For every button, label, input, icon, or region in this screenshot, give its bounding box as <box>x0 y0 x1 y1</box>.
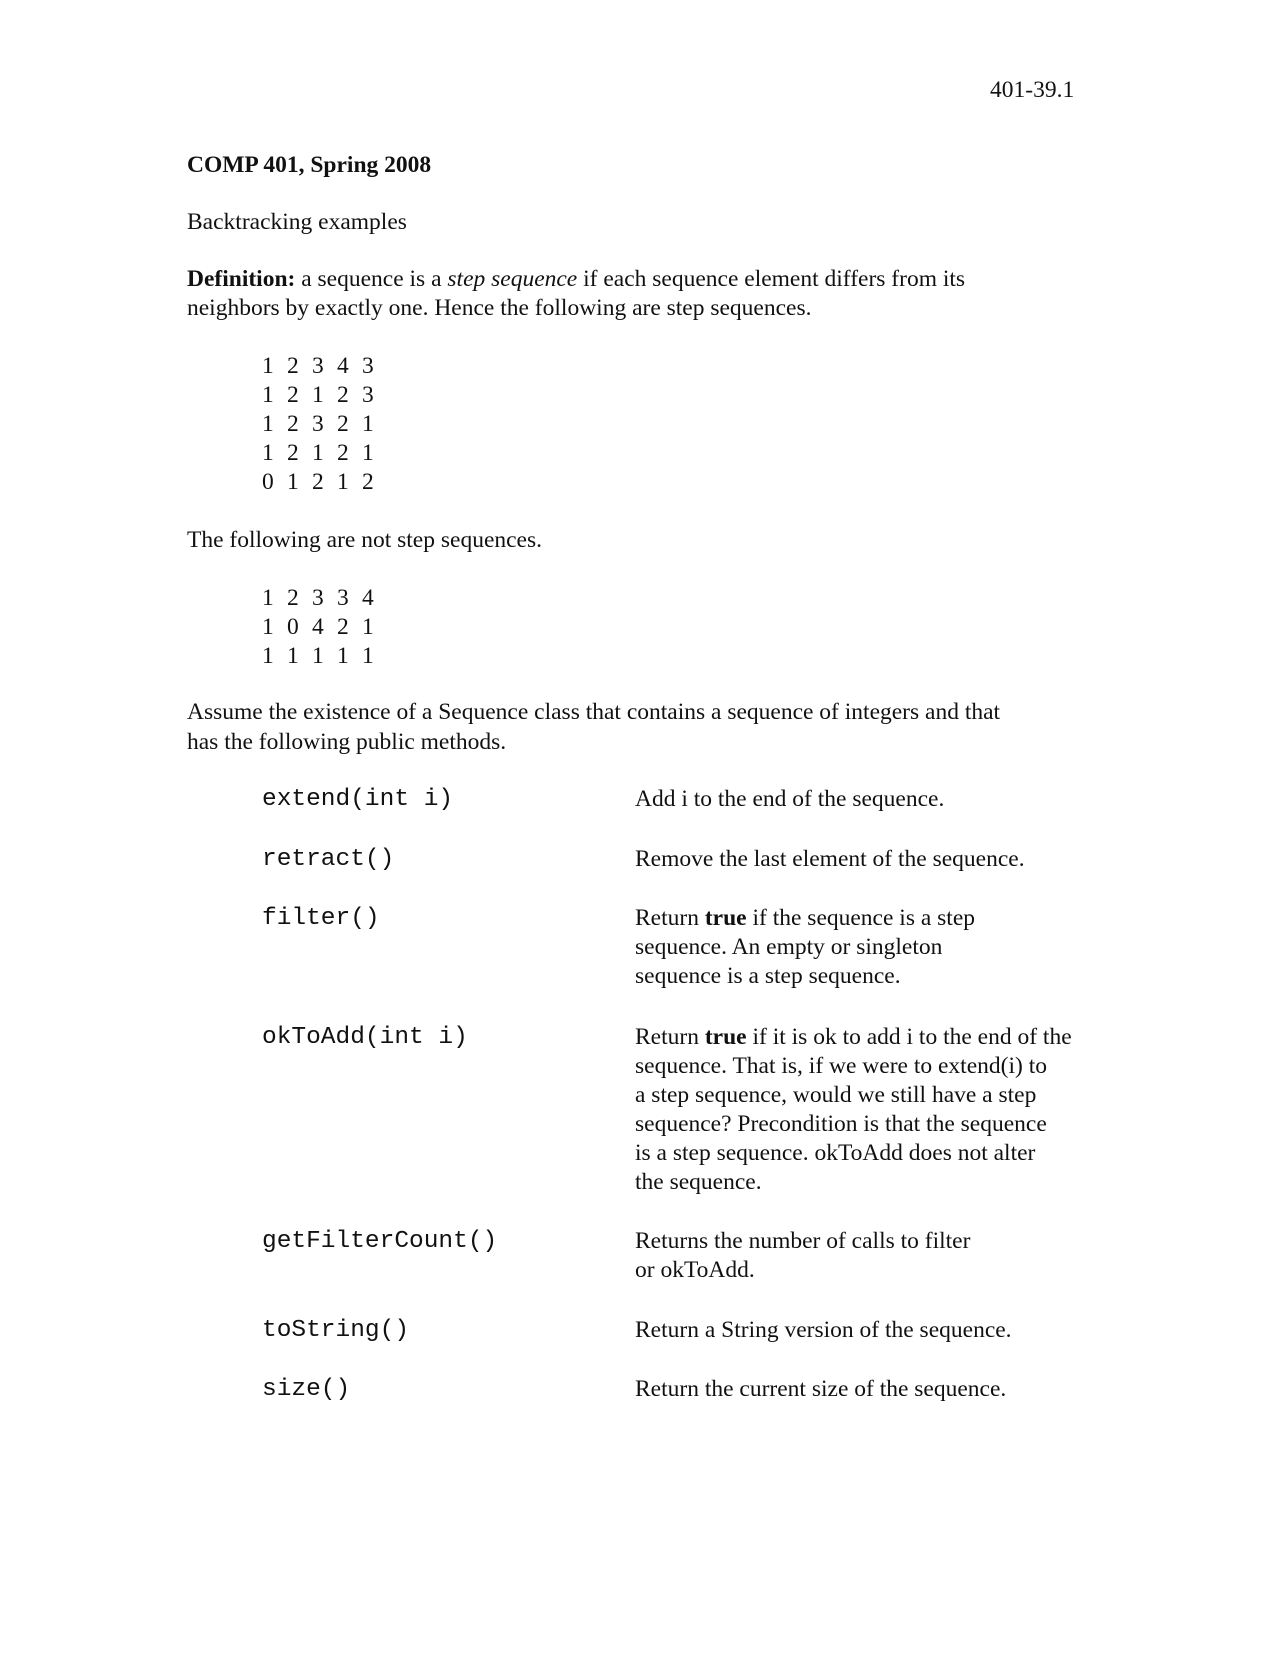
method-signature: filter() <box>262 905 380 932</box>
sequence-value: 1 <box>312 643 324 669</box>
sequence-row <box>262 584 387 613</box>
sequence-value: 1 <box>262 382 274 408</box>
sequence-value: 3 <box>337 585 349 611</box>
method-description-line: Remove the last element of the sequence. <box>635 846 1025 872</box>
sequence-value: 1 <box>262 585 274 611</box>
definition-label: Definition: <box>187 266 296 292</box>
method-description-line: Return a String version of the sequence. <box>635 1317 1012 1343</box>
method-signature: toString() <box>262 1317 410 1344</box>
method-signature: okToAdd(int i) <box>262 1024 468 1051</box>
sequence-value: 1 <box>337 643 349 669</box>
definition-line-2: neighbors by exactly one. Hence the following are step sequences. <box>187 295 812 321</box>
method-description-line: a step sequence, would we still have a step <box>635 1082 1037 1108</box>
definition-term: step sequence <box>447 266 578 292</box>
method-signature: size() <box>262 1376 351 1403</box>
sequence-value: 1 <box>262 411 274 437</box>
method-signature: extend(int i) <box>262 786 454 813</box>
sequence-value: 2 <box>337 614 349 640</box>
sequence-value: 2 <box>337 411 349 437</box>
method-description-line: sequence. That is, if we were to extend(i) to <box>635 1053 1047 1079</box>
sequence-value: 1 <box>362 614 374 640</box>
sequence-row <box>262 381 387 410</box>
method-description-line: is a step sequence. okToAdd does not alter <box>635 1140 1036 1166</box>
not-step-intro: The following are not step sequences. <box>187 527 543 553</box>
sequence-value: 1 <box>262 440 274 466</box>
sequence-row <box>262 352 387 381</box>
sequence-value: 3 <box>362 353 374 379</box>
sequence-row <box>262 642 387 671</box>
sequence-value: 1 <box>262 614 274 640</box>
sequence-value: 1 <box>362 411 374 437</box>
page-number: 401-39.1 <box>990 77 1075 103</box>
sequence-value: 2 <box>337 440 349 466</box>
sequence-row <box>262 468 387 497</box>
sequence-value: 3 <box>312 411 324 437</box>
sequence-row <box>262 410 387 439</box>
subtitle: Backtracking examples <box>187 209 407 235</box>
sequence-value: 2 <box>287 440 299 466</box>
sequence-value: 0 <box>287 614 299 640</box>
definition-text-after: if each sequence element differs from its <box>577 266 966 292</box>
method-description-line: or okToAdd. <box>635 1257 755 1283</box>
definition-text: a sequence is a <box>295 266 448 292</box>
assume-line-1: Assume the existence of a Sequence class that contains a sequence of integers and that <box>187 699 1001 725</box>
sequence-value: 2 <box>337 382 349 408</box>
sequence-value: 1 <box>287 469 299 495</box>
sequence-value: 1 <box>337 469 349 495</box>
sequence-row <box>262 439 387 468</box>
sequence-value: 1 <box>312 382 324 408</box>
sequence-value: 2 <box>287 353 299 379</box>
sequence-value: 1 <box>287 643 299 669</box>
method-description-line: Return true if it is ok to add i to the end of the <box>635 1024 1072 1050</box>
definition-line-1 <box>187 265 965 294</box>
method-description-line: Return the current size of the sequence. <box>635 1376 1007 1402</box>
sequence-value: 0 <box>262 469 274 495</box>
sequence-value: 3 <box>312 353 324 379</box>
page-title: COMP 401, Spring 2008 <box>187 152 432 178</box>
sequence-value: 1 <box>262 353 274 379</box>
sequence-value: 3 <box>362 382 374 408</box>
sequence-value: 4 <box>337 353 349 379</box>
sequence-value: 2 <box>312 469 324 495</box>
sequence-value: 1 <box>262 643 274 669</box>
method-signature: retract() <box>262 846 395 873</box>
method-description-line: the sequence. <box>635 1169 762 1195</box>
sequence-value: 2 <box>287 585 299 611</box>
sequence-value: 4 <box>362 585 374 611</box>
sequence-value: 2 <box>287 411 299 437</box>
method-description-line: sequence. An empty or singleton <box>635 934 943 960</box>
sequence-value: 4 <box>312 614 324 640</box>
method-description-line: sequence? Precondition is that the sequence <box>635 1111 1047 1137</box>
method-description-line: sequence is a step sequence. <box>635 963 901 989</box>
sequence-value: 3 <box>312 585 324 611</box>
sequence-row <box>262 613 387 642</box>
sequence-value: 2 <box>287 382 299 408</box>
method-description-line: Return true if the sequence is a step <box>635 905 975 931</box>
sequence-value: 2 <box>362 469 374 495</box>
method-description-line: Returns the number of calls to filter <box>635 1228 971 1254</box>
method-description-line: Add i to the end of the sequence. <box>635 786 945 812</box>
method-signature: getFilterCount() <box>262 1228 498 1255</box>
sequence-value: 1 <box>312 440 324 466</box>
sequence-value: 1 <box>362 440 374 466</box>
assume-line-2: has the following public methods. <box>187 729 507 755</box>
sequence-value: 1 <box>362 643 374 669</box>
